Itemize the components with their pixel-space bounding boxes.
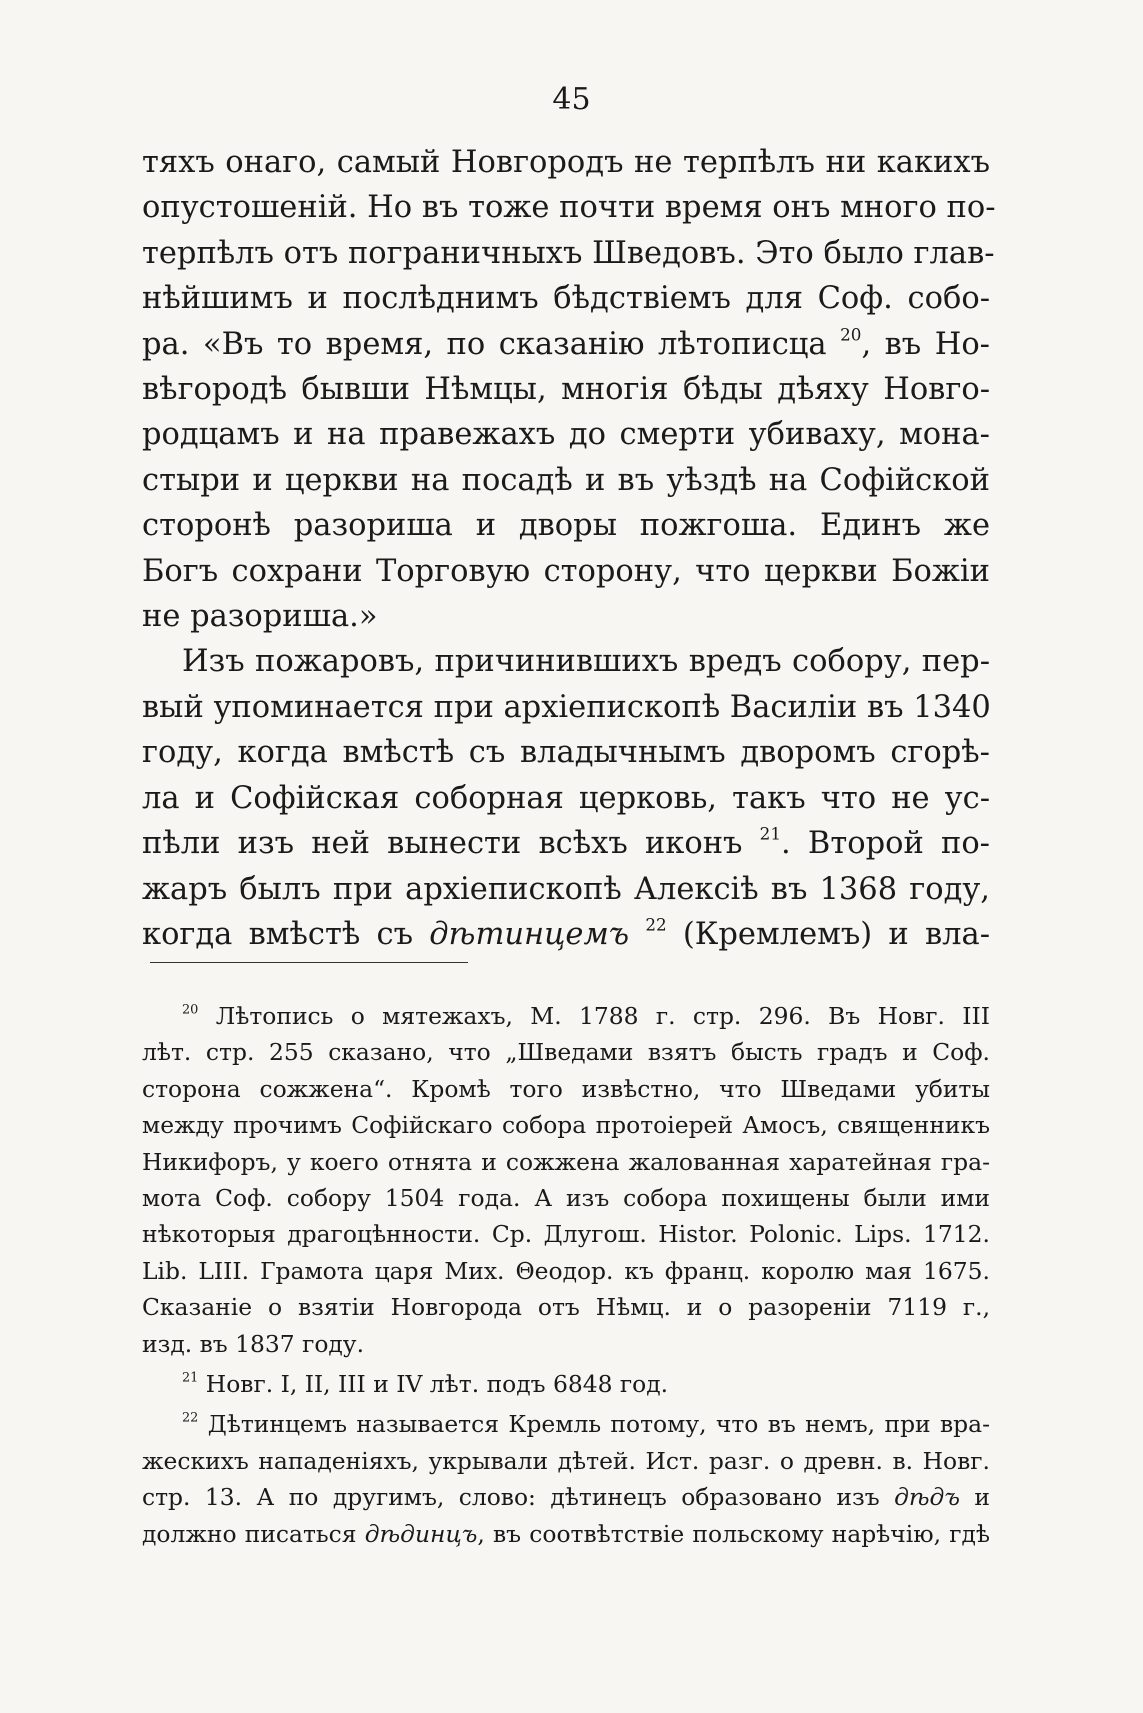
italic-word: дѣдъ: [894, 1483, 960, 1512]
footnote-line: [142, 1479, 990, 1515]
footnote-line: изд. въ 1837 году.: [142, 1329, 365, 1358]
text-line: году, когда вмѣстѣ съ владычнымъ дворомъ сгорѣ-: [142, 735, 990, 771]
footnote-number: 22: [182, 1411, 199, 1427]
footnote-line: нѣкоторыя драгоцѣнности. Ср. Длугош. Histor. Polonic. Lips. 1712.: [142, 1220, 990, 1249]
text-line: ла и Софійская соборная церковь, такъ что не ус-: [142, 780, 990, 816]
footnote-line: лѣт. стр. 255 сказано, что „Шведами взятъ бысть градъ и Соф.: [142, 1038, 990, 1067]
text-segment: . Второй по-: [781, 826, 990, 862]
text-line: родцамъ и на правежахъ до смерти убиваху, мона-: [142, 417, 990, 453]
footnote-line: [142, 1366, 990, 1402]
text-line: терпѣлъ отъ пограничныхъ Шведовъ. Это было глав-: [142, 235, 995, 271]
text-segment: пѣли изъ ней вынести всѣхъ иконъ: [142, 826, 760, 862]
text-segment: когда вмѣстѣ съ: [142, 916, 430, 952]
text-line: [142, 322, 990, 367]
footnote-line: Lib. LIII. Грамота царя Мих. Θеодор. къ франц. королю мая 1675.: [142, 1256, 990, 1285]
text-line: вый упоминается при архіепископѣ Василіи въ 1340: [142, 689, 991, 725]
text-line: опустошеній. Но въ тоже почти время онъ много по-: [142, 190, 996, 226]
text-segment: должно писаться: [142, 1519, 365, 1548]
footnote-ref-21[interactable]: 21: [759, 823, 781, 844]
text-segment: и: [959, 1483, 991, 1512]
footnote-number: 21: [182, 1370, 199, 1386]
italic-word: дѣтинцемъ: [429, 916, 630, 952]
text-line: сторонѣ разориша и дворы пожгоша. Единъ же: [142, 508, 990, 544]
text-segment: Новг. I, II, III и IV лѣт. подъ 6848 год.: [198, 1370, 669, 1399]
footnote-line: между прочимъ Софійскаго собора протоіерей Амосъ, священникъ: [142, 1111, 990, 1140]
text-segment: ра. «Въ то время, по сказанію лѣтописца: [142, 326, 841, 362]
text-line: стыри и церкви на посадѣ и въ уѣздѣ на Софійской: [142, 462, 990, 498]
footnote-line: Никифоръ, у коего отнята и сожжена жалованная харатейная гра-: [142, 1147, 990, 1176]
page-number: 45: [552, 82, 591, 117]
footnote-ref-20[interactable]: 20: [840, 324, 862, 345]
text-line: нѣйшимъ и послѣднимъ бѣдствіемъ для Соф. собо-: [142, 281, 990, 317]
text-segment: , въ соотвѣтствіе польскому нарѣчію, гдѣ: [477, 1519, 990, 1548]
footnote-number: 20: [182, 1002, 199, 1018]
footnote-line: Сказаніе о взятіи Новгорода отъ Нѣмц. и о разореніи 7119 г.,: [142, 1293, 990, 1322]
footnote-line: сторона сожжена“. Кромѣ того извѣстно, что Шведами убиты: [142, 1074, 990, 1103]
text-line: [142, 912, 990, 957]
footnote-separator: [150, 962, 468, 963]
footnote-ref-22[interactable]: 22: [645, 914, 667, 935]
text-line: жаръ былъ при архіепископѣ Алексіѣ въ 1368 году,: [142, 871, 990, 907]
text-segment: стр. 13. А по другимъ, слово: дѣтинецъ образовано изъ: [142, 1483, 895, 1512]
footnote-line: мота Соф. собору 1504 года. А изъ собора похищены были ими: [142, 1184, 990, 1213]
text-segment: Дѣтинцемъ называется Кремль потому, что въ немъ, при вра-: [198, 1410, 990, 1439]
italic-word: дѣдинцъ: [364, 1519, 478, 1548]
text-line: Изъ пожаровъ, причинившихъ вредъ собору, пер-: [182, 644, 990, 680]
footnote-line: [142, 1516, 990, 1552]
text-line: [142, 821, 990, 866]
main-text: [142, 140, 996, 957]
text-line: Богъ сохрани Торговую сторону, что церкви Божіи: [142, 553, 990, 589]
text-line: вѣгородѣ бывши Нѣмцы, многія бѣды дѣяху Новго-: [142, 372, 990, 408]
text-line: не разориша.»: [142, 599, 378, 635]
text-segment: (Кремлемъ) и вла-: [666, 916, 990, 952]
footnote-line: жескихъ нападеніяхъ, укрывали дѣтей. Ист. разг. о древн. в. Новг.: [142, 1446, 990, 1475]
text-segment: , въ Но-: [861, 326, 990, 362]
footnote-line: [142, 998, 990, 1034]
text-segment: Лѣтопись о мятежахъ, М. 1788 г. стр. 296. Въ Новг. III: [198, 1002, 990, 1030]
text-line: тяхъ онаго, самый Новгородъ не терпѣлъ ни какихъ: [142, 145, 990, 180]
footnote-line: [142, 1406, 990, 1442]
footnotes: [142, 998, 990, 1552]
